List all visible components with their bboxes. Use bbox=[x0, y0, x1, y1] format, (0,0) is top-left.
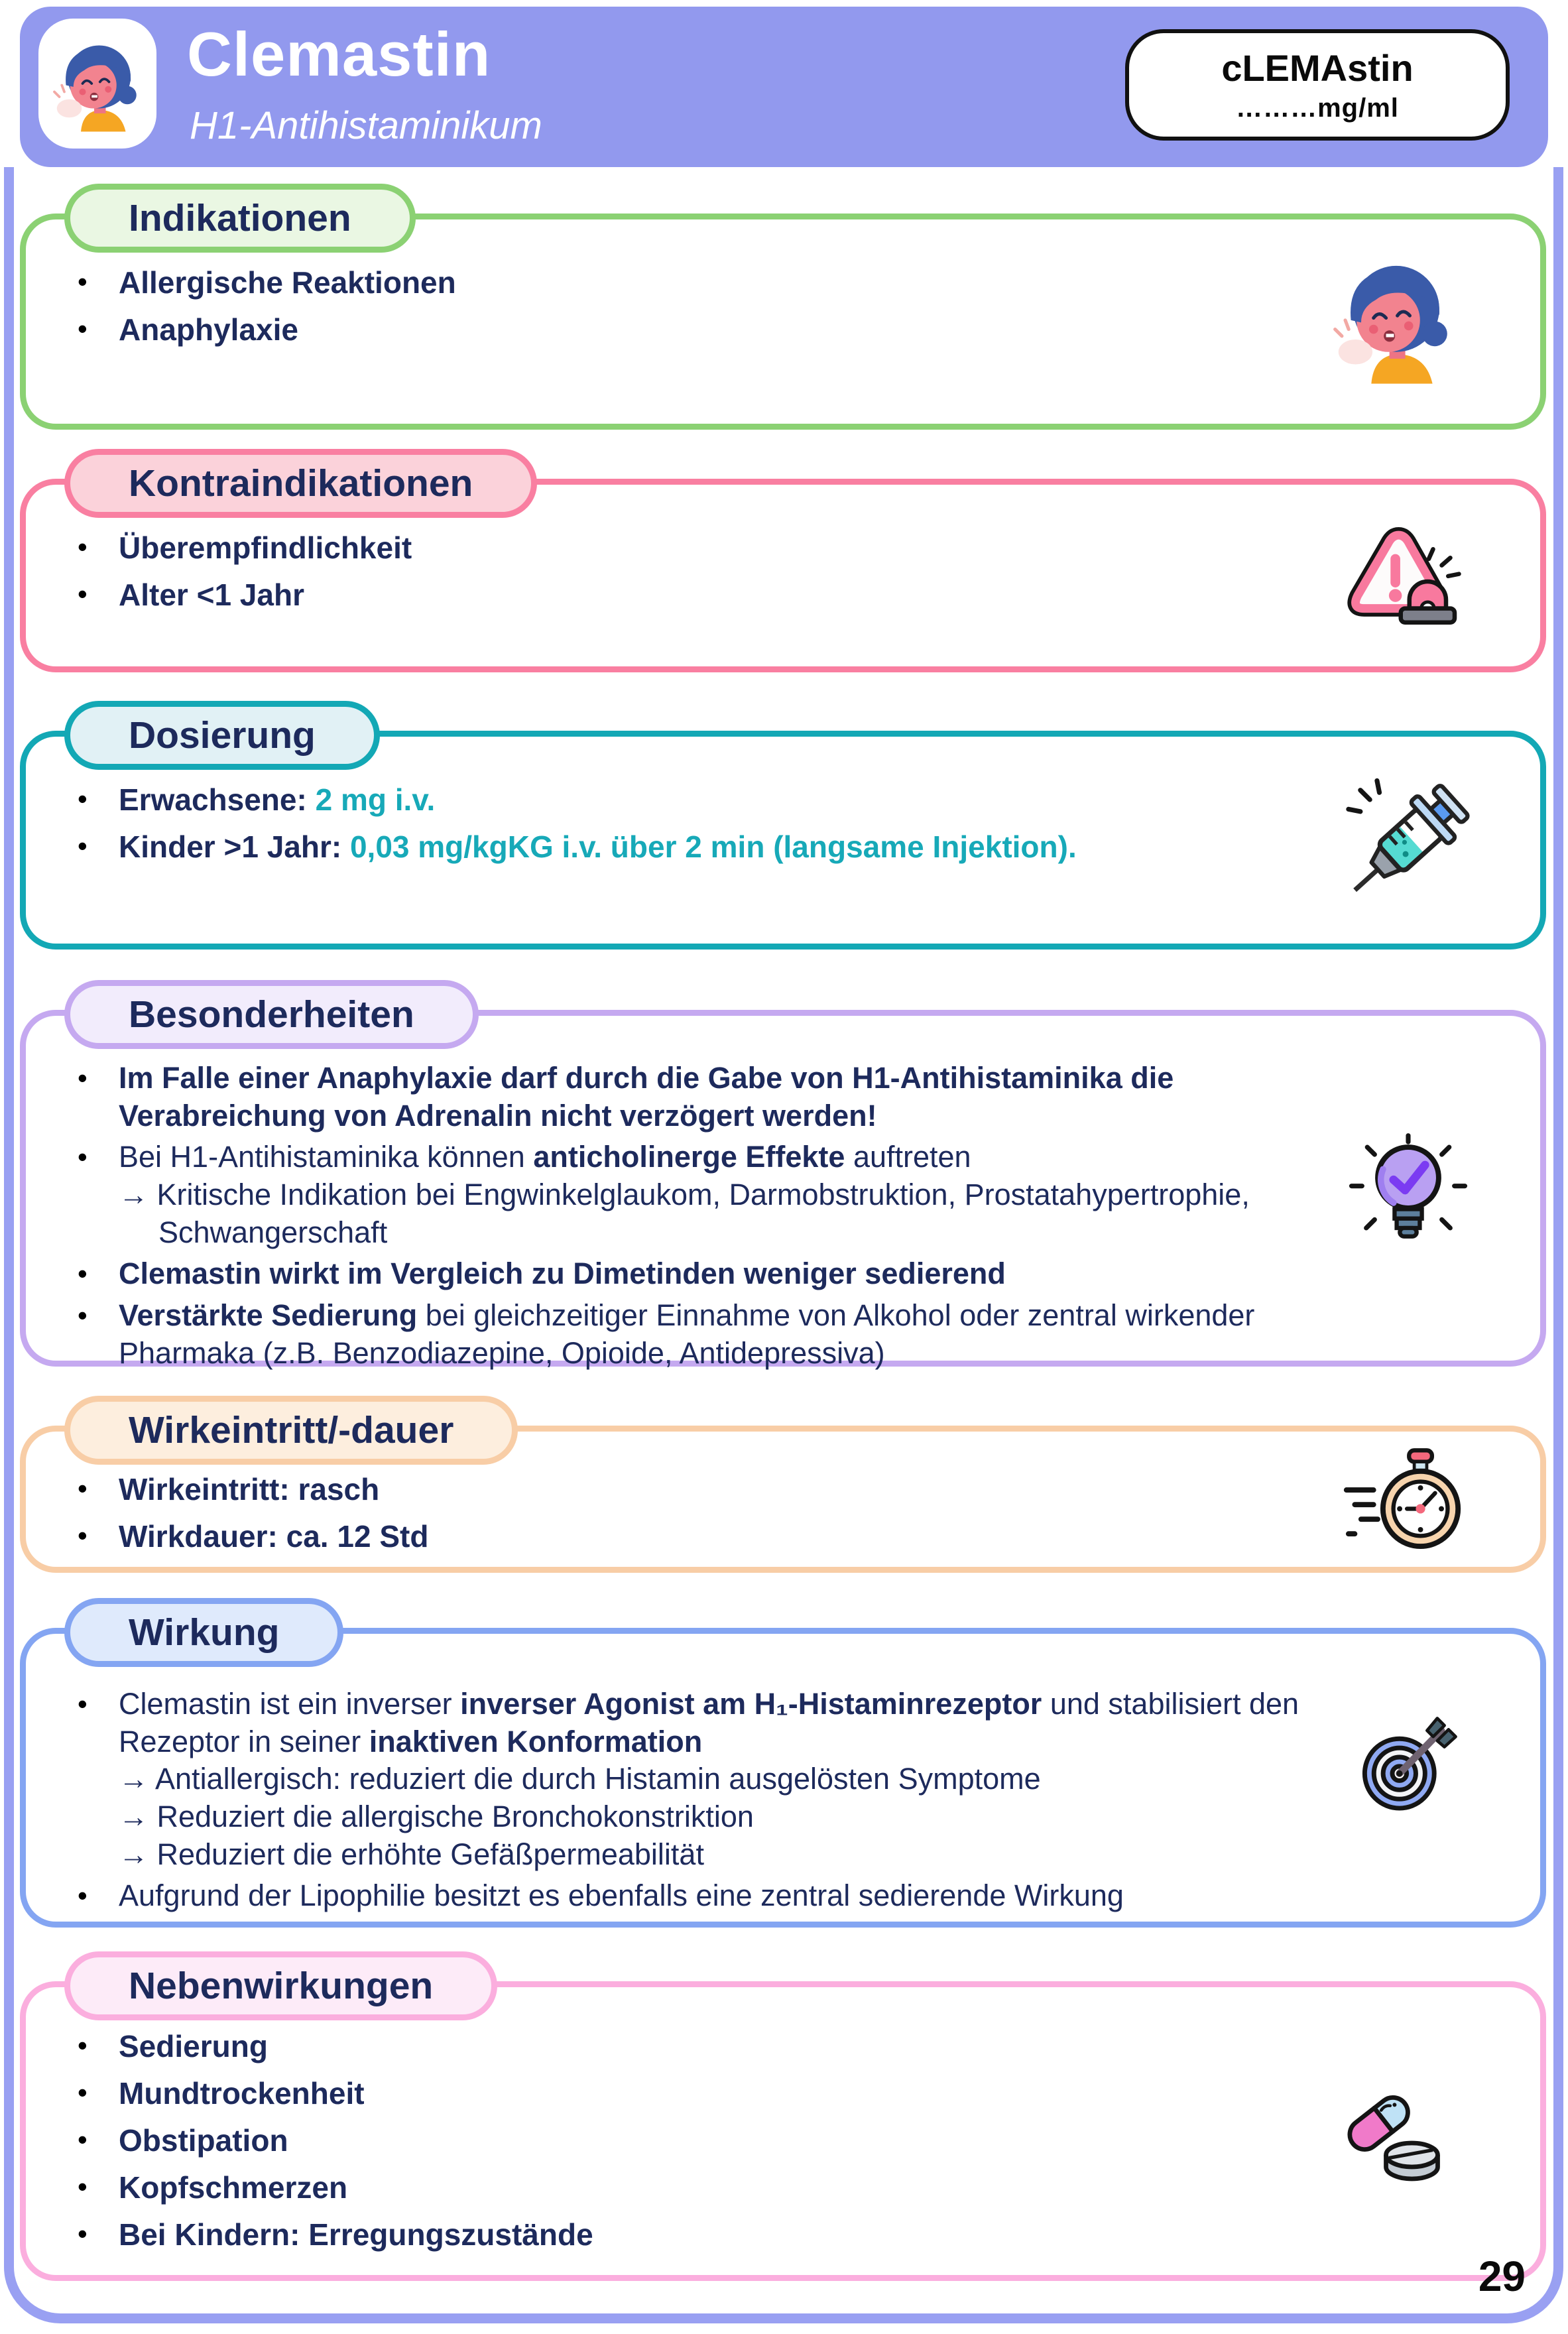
bullet-marker: • bbox=[78, 1300, 88, 1331]
section-title-text: Kontraindikationen bbox=[129, 462, 473, 505]
list-item: • Wirkdauer: ca. 12 Std bbox=[64, 1517, 1328, 1556]
nebenwirkungen-content bbox=[26, 1987, 1540, 2275]
list-item: • Bei H1-Antihistaminika können anticholinerge Effekte auftreten → Kritische Indikation bei Engwinkelglaukom, Darmobstruktion, Prostatahypertrophie, Schwangerschaft bbox=[64, 1138, 1341, 1251]
section-title-text: Nebenwirkungen bbox=[129, 1965, 434, 2007]
bullet-marker: • bbox=[78, 1688, 88, 1719]
bullet-marker: • bbox=[78, 2123, 88, 2155]
list-item: • Clemastin ist ein inverser inverser Agonist am H₁-Histaminrezeptor und stabilisiert den Rezeptor in seiner inaktiven Konformation → Antiallergisch: reduziert die durch Histamin ausgelösten Symptome → Reduziert die allergische Bronchokonstriktion → Reduziert die erhöhte Gefäßpermeabilität bbox=[64, 1686, 1341, 1873]
bullet-marker: • bbox=[78, 1062, 88, 1093]
badge-concentration: ………mg/ml bbox=[1236, 93, 1399, 123]
bullet-marker: • bbox=[78, 829, 88, 861]
section-title-indikationen bbox=[64, 184, 416, 253]
bullet-marker: • bbox=[78, 1258, 88, 1290]
list-item: • Kopfschmerzen bbox=[64, 2168, 1328, 2207]
section-nebenwirkungen bbox=[20, 1965, 1546, 2281]
bullet-marker: • bbox=[78, 1473, 88, 1504]
bullet-marker: • bbox=[78, 2170, 88, 2202]
lightbulb-check-icon bbox=[1345, 1127, 1471, 1257]
section-title-text: Besonderheiten bbox=[129, 993, 414, 1036]
section-title-kontraindikationen bbox=[64, 449, 537, 518]
header-banner bbox=[20, 7, 1548, 167]
list-item: • Verstärkte Sedierung bei gleichzeitiger Einnahme von Alkohol oder zentral wirkender Pharmaka (z.B. Benzodiazepine, Opioide, Antidepressiva) bbox=[64, 1297, 1341, 1372]
section-besonderheiten bbox=[20, 993, 1546, 1370]
list-item: • Im Falle einer Anaphylaxie darf durch die Gabe von H1-Antihistaminika die Verabreichung von Adrenalin nicht verzögert werden! bbox=[64, 1060, 1341, 1135]
bullet-marker: • bbox=[78, 1519, 88, 1551]
bullet-marker: • bbox=[78, 531, 88, 562]
bullet-marker: • bbox=[78, 266, 88, 297]
section-wirkung bbox=[20, 1611, 1546, 1928]
list-item: • Kinder >1 Jahr: 0,03 mg/kgKG i.v. über 2 min (langsame Injektion). bbox=[64, 828, 1328, 867]
list-item: • Wirkeintritt: rasch bbox=[64, 1470, 1328, 1509]
section-indikationen bbox=[20, 197, 1546, 430]
section-title-nebenwirkungen bbox=[64, 1951, 497, 2020]
list-item: • Anaphylaxie bbox=[64, 310, 1328, 349]
pills-icon bbox=[1327, 2077, 1457, 2200]
section-title-text: Wirkeintritt/-dauer bbox=[129, 1409, 454, 1451]
list-item: • Bei Kindern: Erregungszustände bbox=[64, 2215, 1328, 2254]
arrow-subline: → Kritische Indikation bei Engwinkelglaukom, Darmobstruktion, Prostatahypertrophie, Schwangerschaft bbox=[119, 1178, 1250, 1249]
drug-class-subtitle: H1-Antihistaminikum bbox=[190, 104, 542, 147]
section-title-text: Indikationen bbox=[129, 197, 351, 239]
section-title-wirkung bbox=[64, 1598, 343, 1667]
section-title-besonderheiten bbox=[64, 980, 479, 1049]
section-title-text: Wirkung bbox=[129, 1611, 280, 1654]
list-item: • Sedierung bbox=[64, 2027, 1328, 2066]
section-wirkeintritt bbox=[20, 1409, 1546, 1573]
list-item: • Überempfindlichkeit bbox=[64, 528, 1328, 568]
bullet-marker: • bbox=[78, 1141, 88, 1173]
target-arrow-icon bbox=[1343, 1708, 1466, 1834]
list-item: • Clemastin wirkt im Vergleich zu Dimetinden weniger sedierend bbox=[64, 1255, 1341, 1293]
bullet-marker: • bbox=[78, 312, 88, 344]
section-title-dosierung bbox=[64, 701, 380, 770]
bullet-marker: • bbox=[78, 783, 88, 814]
bullet-marker: • bbox=[78, 2076, 88, 2108]
list-item: • Obstipation bbox=[64, 2121, 1328, 2160]
besonderheiten-content bbox=[26, 1016, 1540, 1370]
section-title-wirkeintritt bbox=[64, 1396, 518, 1465]
avatar bbox=[38, 19, 156, 149]
bullet-marker: • bbox=[78, 2030, 88, 2061]
list-item: • Erwachsene: 2 mg i.v. bbox=[64, 780, 1328, 820]
section-dosierung bbox=[20, 714, 1546, 950]
section-kontraindikationen bbox=[20, 462, 1546, 672]
badge-drug-name: cLEMAstin bbox=[1221, 47, 1414, 89]
list-item: • Alter <1 Jahr bbox=[64, 576, 1328, 615]
arrow-subline: → Antiallergisch: reduziert die durch Histamin ausgelösten Symptome bbox=[119, 1762, 1041, 1796]
warning-siren-icon bbox=[1334, 522, 1463, 645]
arrow-subline: → Reduziert die allergische Bronchokonstriktion bbox=[119, 1800, 754, 1834]
list-item: • Mundtrockenheit bbox=[64, 2074, 1328, 2113]
bullet-marker: • bbox=[78, 1880, 88, 1912]
bullet-marker: • bbox=[78, 2217, 88, 2249]
drug-title: Clemastin bbox=[187, 19, 491, 89]
list-item: • Aufgrund der Lipophilie besitzt es ebenfalls eine zentral sedierende Wirkung bbox=[64, 1877, 1341, 1915]
arrow-subline: → Reduziert die erhöhte Gefäßpermeabilität bbox=[119, 1837, 704, 1871]
wirkung-content bbox=[26, 1634, 1540, 1922]
concentration-badge bbox=[1125, 29, 1510, 141]
bullet-marker: • bbox=[78, 578, 88, 609]
stopwatch-icon bbox=[1338, 1446, 1474, 1562]
sneezing-person-icon bbox=[1326, 250, 1462, 389]
section-title-text: Dosierung bbox=[129, 714, 316, 757]
page-number: 29 bbox=[1478, 2252, 1526, 2300]
sneezing-person-icon bbox=[48, 34, 147, 133]
syringe-icon bbox=[1337, 771, 1479, 917]
list-item: • Allergische Reaktionen bbox=[64, 263, 1328, 302]
